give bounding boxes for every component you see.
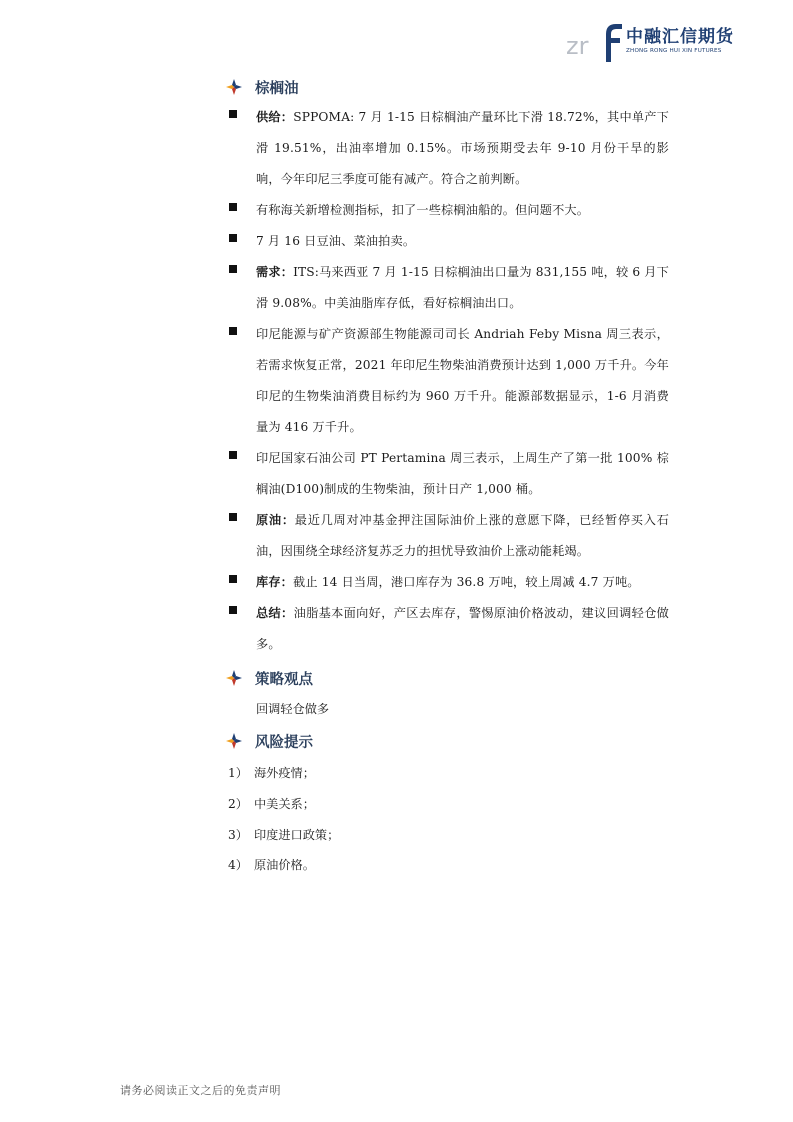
- risk-item: [228, 763, 315, 783]
- risk-text: 海外疫情；: [254, 766, 315, 780]
- square-bullet-icon: [229, 513, 237, 521]
- risk-number: 4）: [228, 858, 248, 872]
- item-text: SPPOMA: 7 月 1-15 日棕榈油产量环比下滑 18.72%，其中单产下滑 19.51%，出油率增加 0.15%。市场预期受去年 9-10 月份干旱的影响，今年印尼三季度可能有减产。符合之前判断。: [256, 110, 669, 186]
- square-bullet-icon: [229, 575, 237, 583]
- risk-number: 3）: [228, 828, 248, 842]
- square-bullet-icon: [229, 451, 237, 459]
- item-text: 有称海关新增检测指标，扣了一些棕榈油船的。但问题不大。: [256, 203, 590, 217]
- section-heading-risk: [226, 730, 313, 752]
- list-item-demand: [229, 257, 669, 319]
- risk-number: 2）: [228, 797, 248, 811]
- item-text: 印尼能源与矿产资源部生物能源司司长 Andriah Feby Misna 周三表示，若需求恢复正常，2021 年印尼生物柴油消费预计达到 1,000 万千升。今年印尼的生物柴油消费目标约为 960 万千升。能源部数据显示，1-6 月消费量为 416 万千升。: [256, 327, 669, 434]
- item-label: 总结：: [256, 606, 294, 620]
- list-item-summary: [229, 598, 669, 660]
- section-title: 棕榈油: [255, 80, 299, 97]
- square-bullet-icon: [229, 327, 237, 335]
- list-item: [229, 226, 669, 257]
- item-text: 印尼国家石油公司 PT Pertamina 周三表示，上周生产了第一批 100% 棕榈油(D100)制成的生物柴油，预计日产 1,000 桶。: [256, 451, 669, 496]
- section-title: 策略观点: [255, 671, 313, 688]
- item-label: 原油：: [256, 513, 295, 527]
- risk-item: [228, 794, 315, 814]
- square-bullet-icon: [229, 265, 237, 273]
- risk-text: 中美关系；: [254, 797, 315, 811]
- list-item-crude-oil: [229, 505, 669, 567]
- disclaimer-footer: 请务必阅读正文之后的免责声明: [120, 1084, 281, 1097]
- zrf-logo-mark-icon: [566, 20, 624, 64]
- square-bullet-icon: [229, 110, 237, 118]
- diamond-cross-icon: [226, 733, 242, 749]
- item-text: 最近几周对冲基金押注国际油价上涨的意愿下降，已经暂停买入石油，因围绕全球经济复苏乏力的担忧导致油价上涨动能耗竭。: [256, 513, 669, 558]
- risk-item: [228, 825, 339, 845]
- logo-name-en: ZHONG RONG HUI XIN FUTURES: [626, 48, 722, 54]
- svg-text:zr: zr: [566, 32, 589, 60]
- risk-text: 原油价格。: [254, 858, 315, 872]
- item-text: 截止 14 日当周，港口库存为 36.8 万吨，较上周减 4.7 万吨。: [293, 575, 640, 589]
- item-label: 库存：: [256, 575, 294, 589]
- company-logo: [566, 20, 756, 64]
- square-bullet-icon: [229, 203, 237, 211]
- item-text: 7 月 16 日豆油、菜油拍卖。: [256, 234, 416, 248]
- diamond-cross-icon: [226, 670, 242, 686]
- logo-name-cn: 中融汇信期货: [626, 27, 734, 47]
- risk-item: [228, 855, 315, 875]
- section-title: 风险提示: [255, 734, 313, 751]
- list-item: [229, 443, 669, 505]
- section-heading-palm-oil: [226, 76, 299, 98]
- list-item: [229, 319, 669, 443]
- risk-text: 印度进口政策；: [254, 828, 340, 842]
- item-label: 需求：: [256, 265, 294, 279]
- item-text: 油脂基本面向好，产区去库存，警惕原油价格波动，建议回调轻仓做多。: [256, 606, 669, 651]
- list-item: [229, 195, 669, 226]
- list-item-supply: [229, 102, 669, 195]
- section-heading-strategy: [226, 667, 313, 689]
- item-text: ITS:马来西亚 7 月 1-15 日棕榈油出口量为 831,155 吨，较 6 月下滑 9.08%。中美油脂库存低，看好棕榈油出口。: [256, 265, 669, 310]
- strategy-text: 回调轻仓做多: [256, 702, 330, 716]
- square-bullet-icon: [229, 234, 237, 242]
- item-label: 供给：: [256, 110, 294, 124]
- list-item-inventory: [229, 567, 669, 598]
- square-bullet-icon: [229, 606, 237, 614]
- diamond-cross-icon: [226, 79, 242, 95]
- risk-number: 1）: [228, 766, 248, 780]
